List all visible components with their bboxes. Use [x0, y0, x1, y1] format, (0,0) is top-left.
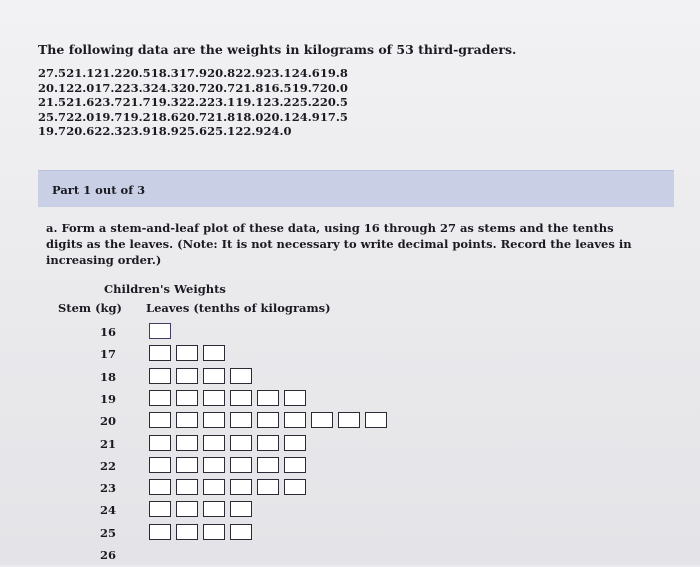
leaf-input-box[interactable]	[203, 412, 225, 428]
weight-value: 17.2	[94, 80, 123, 95]
stem-value: 16	[100, 325, 117, 339]
leaf-input-box[interactable]	[230, 412, 252, 428]
weight-value: 19.3	[150, 95, 179, 109]
weight-value: 20.1	[38, 80, 67, 95]
leaf-input-box[interactable]	[365, 412, 387, 428]
weight-value: 16.5	[263, 80, 292, 95]
leaf-input-box[interactable]	[149, 390, 171, 406]
weight-value: 20.5	[122, 66, 151, 80]
leaf-input-box[interactable]	[338, 412, 360, 428]
stem-row	[0, 478, 700, 500]
weights-data	[38, 66, 348, 139]
leaf-input-box[interactable]	[203, 501, 225, 517]
weight-value: 19.2	[122, 109, 151, 124]
leaf-input-box[interactable]	[284, 435, 306, 451]
part-header	[38, 170, 674, 207]
stem-row	[0, 344, 700, 366]
weight-value: 21.5	[38, 95, 67, 109]
leaf-input-box[interactable]	[203, 390, 225, 406]
leaf-input-box[interactable]	[176, 390, 198, 406]
leaf-input-box[interactable]	[203, 524, 225, 540]
weight-value: 18.6	[150, 109, 179, 124]
leaf-input-box[interactable]	[203, 345, 225, 361]
weight-value: 20.8	[207, 66, 236, 80]
weights-row	[38, 110, 348, 125]
stem-value: 18	[100, 369, 117, 384]
leaf-input-box[interactable]	[230, 457, 252, 473]
weight-value: 25.7	[38, 109, 67, 124]
table-title: Children's Weights	[104, 282, 226, 296]
leaf-input-box[interactable]	[284, 390, 306, 406]
weight-value: 23.2	[263, 95, 292, 109]
leaf-input-box[interactable]	[176, 412, 198, 428]
weight-value: 21.2	[94, 66, 123, 80]
leaf-input-box[interactable]	[203, 479, 225, 495]
leaf-input-box[interactable]	[311, 412, 333, 428]
weight-value: 21.8	[207, 109, 236, 124]
leaf-input-box[interactable]	[257, 457, 279, 473]
weight-value: 23.9	[122, 124, 151, 138]
part-label: Part 1 out of 3	[52, 183, 146, 197]
leaf-input-box[interactable]	[149, 435, 171, 451]
stem-row	[0, 456, 700, 478]
weights-row	[38, 66, 348, 81]
leaf-input-box[interactable]	[149, 412, 171, 428]
weight-value: 19.7	[291, 80, 320, 95]
weight-value: 22.2	[178, 95, 207, 109]
leaf-input-box[interactable]	[257, 390, 279, 406]
leaf-input-box[interactable]	[203, 457, 225, 473]
weight-value: 20.6	[66, 124, 95, 138]
leaf-input-box[interactable]	[176, 479, 198, 495]
weight-value: 22.9	[235, 66, 264, 80]
leaf-input-box[interactable]	[203, 435, 225, 451]
leaf-input-box[interactable]	[230, 524, 252, 540]
weight-value: 23.7	[94, 95, 123, 109]
leaf-input-box[interactable]	[149, 479, 171, 495]
weight-value: 18.0	[235, 109, 264, 124]
weight-value: 21.1	[66, 66, 95, 80]
stem-row	[0, 500, 700, 522]
leaf-input-box[interactable]	[149, 524, 171, 540]
leaves-header: Leaves (tenths of kilograms)	[146, 301, 331, 315]
stem-row	[0, 367, 700, 389]
stem-value: 25	[100, 525, 117, 540]
weight-value: 25.6	[178, 124, 207, 138]
stem-value: 19	[100, 391, 117, 406]
problem-intro: The following data are the weights in kilograms of 53 third-graders.	[38, 42, 517, 57]
leaf-input-box[interactable]	[149, 457, 171, 473]
weight-value: 21.7	[122, 95, 151, 109]
leaf-input-box[interactable]	[230, 435, 252, 451]
weight-value: 20.7	[178, 109, 207, 124]
weight-value: 20.5	[319, 95, 348, 109]
leaf-input-box[interactable]	[176, 368, 198, 384]
leaf-input-box[interactable]	[149, 345, 171, 361]
stem-value: 24	[100, 503, 117, 518]
weight-value: 22.3	[94, 124, 123, 138]
stem-value: 21	[100, 436, 117, 451]
weight-value: 25.2	[291, 95, 320, 109]
leaf-input-box[interactable]	[284, 457, 306, 473]
weight-value: 23.1	[207, 95, 236, 109]
leaf-input-box[interactable]	[230, 479, 252, 495]
leaf-input-box[interactable]	[149, 323, 171, 339]
leaf-input-box[interactable]	[257, 479, 279, 495]
stem-value: 22	[100, 458, 117, 473]
weight-value: 22.9	[235, 124, 264, 138]
weight-value: 18.9	[150, 124, 179, 138]
weight-value: 19.1	[235, 95, 264, 109]
weight-value: 19.7	[38, 124, 67, 138]
leaf-input-box[interactable]	[257, 412, 279, 428]
weight-value: 24.0	[263, 124, 292, 138]
stem-row	[0, 322, 700, 344]
weight-value: 19.7	[94, 109, 123, 124]
weight-value: 22.0	[66, 109, 95, 124]
stem-row	[0, 411, 700, 433]
leaf-input-box[interactable]	[257, 435, 279, 451]
weight-value: 20.7	[178, 80, 207, 95]
weight-value: 18.3	[150, 66, 179, 80]
weights-row	[38, 95, 348, 110]
weight-value: 27.5	[38, 66, 67, 80]
weight-value: 20.0	[319, 80, 348, 95]
leaf-input-box[interactable]	[284, 412, 306, 428]
leaf-input-box[interactable]	[149, 368, 171, 384]
stem-value: 20	[100, 414, 117, 429]
weight-value: 21.8	[235, 80, 264, 95]
weights-row	[38, 124, 348, 139]
weight-value: 20.1	[263, 109, 292, 124]
leaf-input-box[interactable]	[176, 435, 198, 451]
stem-value: 17	[100, 347, 117, 362]
weight-value: 20.7	[207, 80, 236, 95]
leaf-input-box[interactable]	[176, 457, 198, 473]
question-text: a. Form a stem-and-leaf plot of these data, using 16 through 27 as stems and the tenths digits as the leaves. (Note: It is not necessary to write decimal points. Record the leaves in increasing order.)	[46, 221, 632, 267]
weight-value: 24.3	[150, 80, 179, 95]
stem-value: 26	[100, 548, 117, 562]
stem-header: Stem (kg)	[58, 301, 122, 315]
weights-row	[38, 81, 348, 96]
weight-value: 22.0	[66, 80, 95, 95]
leaf-input-box[interactable]	[176, 524, 198, 540]
leaf-input-box[interactable]	[176, 345, 198, 361]
stem-value: 23	[100, 481, 117, 496]
weight-value: 23.3	[122, 80, 151, 95]
weight-value: 21.6	[66, 95, 95, 109]
leaf-input-box[interactable]	[176, 501, 198, 517]
stem-row	[0, 389, 700, 411]
leaf-input-box[interactable]	[230, 501, 252, 517]
stem-row	[0, 545, 700, 567]
weight-value: 24.9	[291, 109, 320, 124]
weight-value: 17.9	[178, 66, 207, 80]
leaf-input-box[interactable]	[203, 368, 225, 384]
leaf-input-box[interactable]	[230, 390, 252, 406]
weight-value: 24.6	[291, 66, 320, 80]
leaf-input-box[interactable]	[284, 479, 306, 495]
stem-row	[0, 523, 700, 545]
leaf-input-box[interactable]	[149, 501, 171, 517]
weight-value: 25.1	[207, 124, 236, 138]
weight-value: 23.1	[263, 66, 292, 80]
stem-row	[0, 434, 700, 456]
weight-value: 19.8	[319, 66, 348, 80]
leaf-input-box[interactable]	[230, 368, 252, 384]
weight-value: 17.5	[319, 109, 348, 124]
